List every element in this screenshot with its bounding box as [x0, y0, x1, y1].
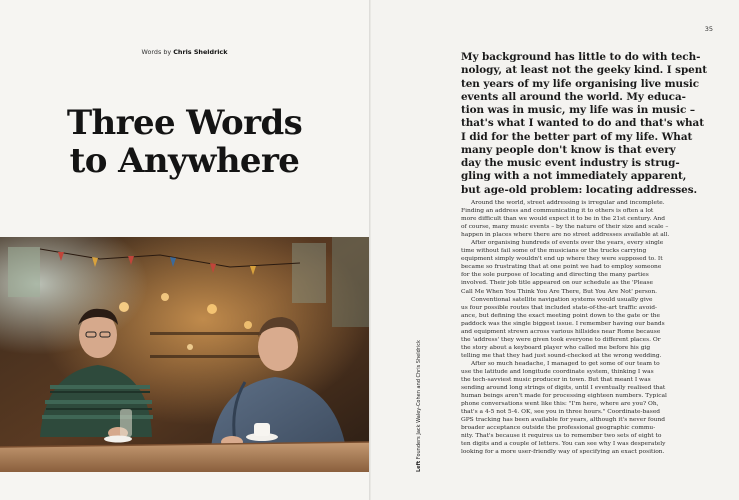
body-line: and equipment strewn across various hillsides near Rome because	[461, 328, 661, 335]
body-line: became so frustrating that at one point we had to employ someone	[461, 264, 662, 271]
body-line: of course, many music events – by the nature of their size and scale –	[461, 224, 669, 231]
photo-caption	[416, 340, 426, 472]
body-line: GPS tracking has been available for years, although it's never found	[461, 417, 666, 424]
body-line: Around the world, street addressing is irregular and incomplete.	[471, 200, 665, 206]
title-line-2: to Anywhere	[69, 141, 300, 181]
intro-line: but age-old problem: locating addresses.	[461, 183, 698, 196]
byline-author: Chris Sheldrick	[173, 48, 228, 56]
body-line: involved. Their job title appeared on our schedule as the 'Please	[461, 280, 653, 287]
title-line-1: Three Words	[66, 103, 303, 143]
intro-line: that's what I wanted to do and that's what	[461, 117, 704, 130]
body-line: use the latitude and longitude coordinate system, thinking I was	[461, 368, 654, 375]
body-line: telling me that they had just sound-checked at the wrong wedding.	[461, 352, 662, 359]
body-line: broader acceptance outside the professional geographic commu-	[461, 425, 656, 432]
byline	[0, 48, 369, 56]
body-line: After organising hundreds of events over the years, every single	[471, 240, 664, 247]
body-line: time without fail some of the musicians or the trucks carrying	[461, 248, 647, 255]
body-line: that's a 4-5 not 5-4. OK, see you in three hours." Coordinate-based	[461, 409, 661, 416]
body-line: equipment simply wouldn't end up where they were supposed to. It	[461, 256, 663, 263]
founders-photo	[0, 237, 369, 472]
intro-line: I did for the better part of my life. What	[461, 130, 693, 143]
intro-line: many people don't know is that every	[461, 143, 676, 156]
body-line: ten digits and a couple of letters. You can see why I was desperately	[461, 441, 666, 448]
body-text	[461, 199, 711, 457]
body-line: happen in places where there are no street addresses available at all.	[461, 232, 670, 239]
body-line: paddock was the single biggest issue. I remember having our bands	[461, 320, 665, 327]
body-line: the story about a keyboard player who called me before his gig	[461, 344, 651, 351]
intro-line: tion was in music, my life was in music –	[461, 104, 695, 116]
body-line: us four possible routes that included state-of-the-art traffic avoid-	[461, 304, 657, 311]
intro-paragraph	[461, 51, 711, 197]
body-line: nity. That's because it requires us to remember two sets of eight to	[461, 433, 662, 440]
intro-line: My background has little to do with tech-	[461, 51, 701, 63]
caption-text-rotated	[416, 340, 422, 472]
article-title	[0, 104, 369, 180]
body-line: for the sole purpose of locating and directing the many parties	[461, 272, 649, 279]
body-line: Conventional satellite navigation systems would usually give	[471, 296, 653, 303]
body-line: human beings aren't made for processing eighteen numbers. Typical	[461, 393, 667, 400]
caption-label: Left	[416, 460, 422, 472]
right-page	[371, 0, 739, 500]
body-line: more difficult than we would expect it to be in the 21st century. And	[461, 216, 666, 223]
page-number: 35	[704, 25, 713, 33]
intro-line: ten years of my life organising live music	[461, 77, 700, 90]
body-line: After so much headache, I managed to get some of our team to	[471, 360, 660, 367]
body-line: the 'address' they were given took everyone to different places. Or	[461, 336, 661, 343]
body-line: ance, but defining the exact meeting point down to the gate or the	[461, 312, 661, 319]
intro-line: day the music event industry is strug-	[461, 157, 680, 169]
left-page	[0, 0, 369, 500]
body-line: looking for a more user-friendly way of specifying an exact position.	[461, 449, 665, 456]
body-line: sending around long strings of digits, until I eventually realised that	[461, 385, 666, 392]
byline-prefix: Words by	[141, 48, 172, 56]
body-line: Finding an address and communicating it to others is often a lot	[461, 208, 654, 215]
intro-line: events all around the world. My educa-	[461, 90, 686, 103]
body-line: phone conversations went like this: "I'm here, where are you? Oh,	[461, 401, 659, 408]
body-line: the tech-savviest music producer in town. But that meant I was	[461, 377, 651, 384]
intro-line: nology, at least not the geeky kind. I spent	[461, 64, 707, 77]
body-line: Call Me When You Think You Are There, But You Are Not' person.	[461, 288, 658, 295]
intro-line: gling with a not immediately apparent,	[461, 170, 687, 183]
caption-body: Founders Jack Waley-Cohen and Chris Sheldrick	[416, 340, 422, 460]
